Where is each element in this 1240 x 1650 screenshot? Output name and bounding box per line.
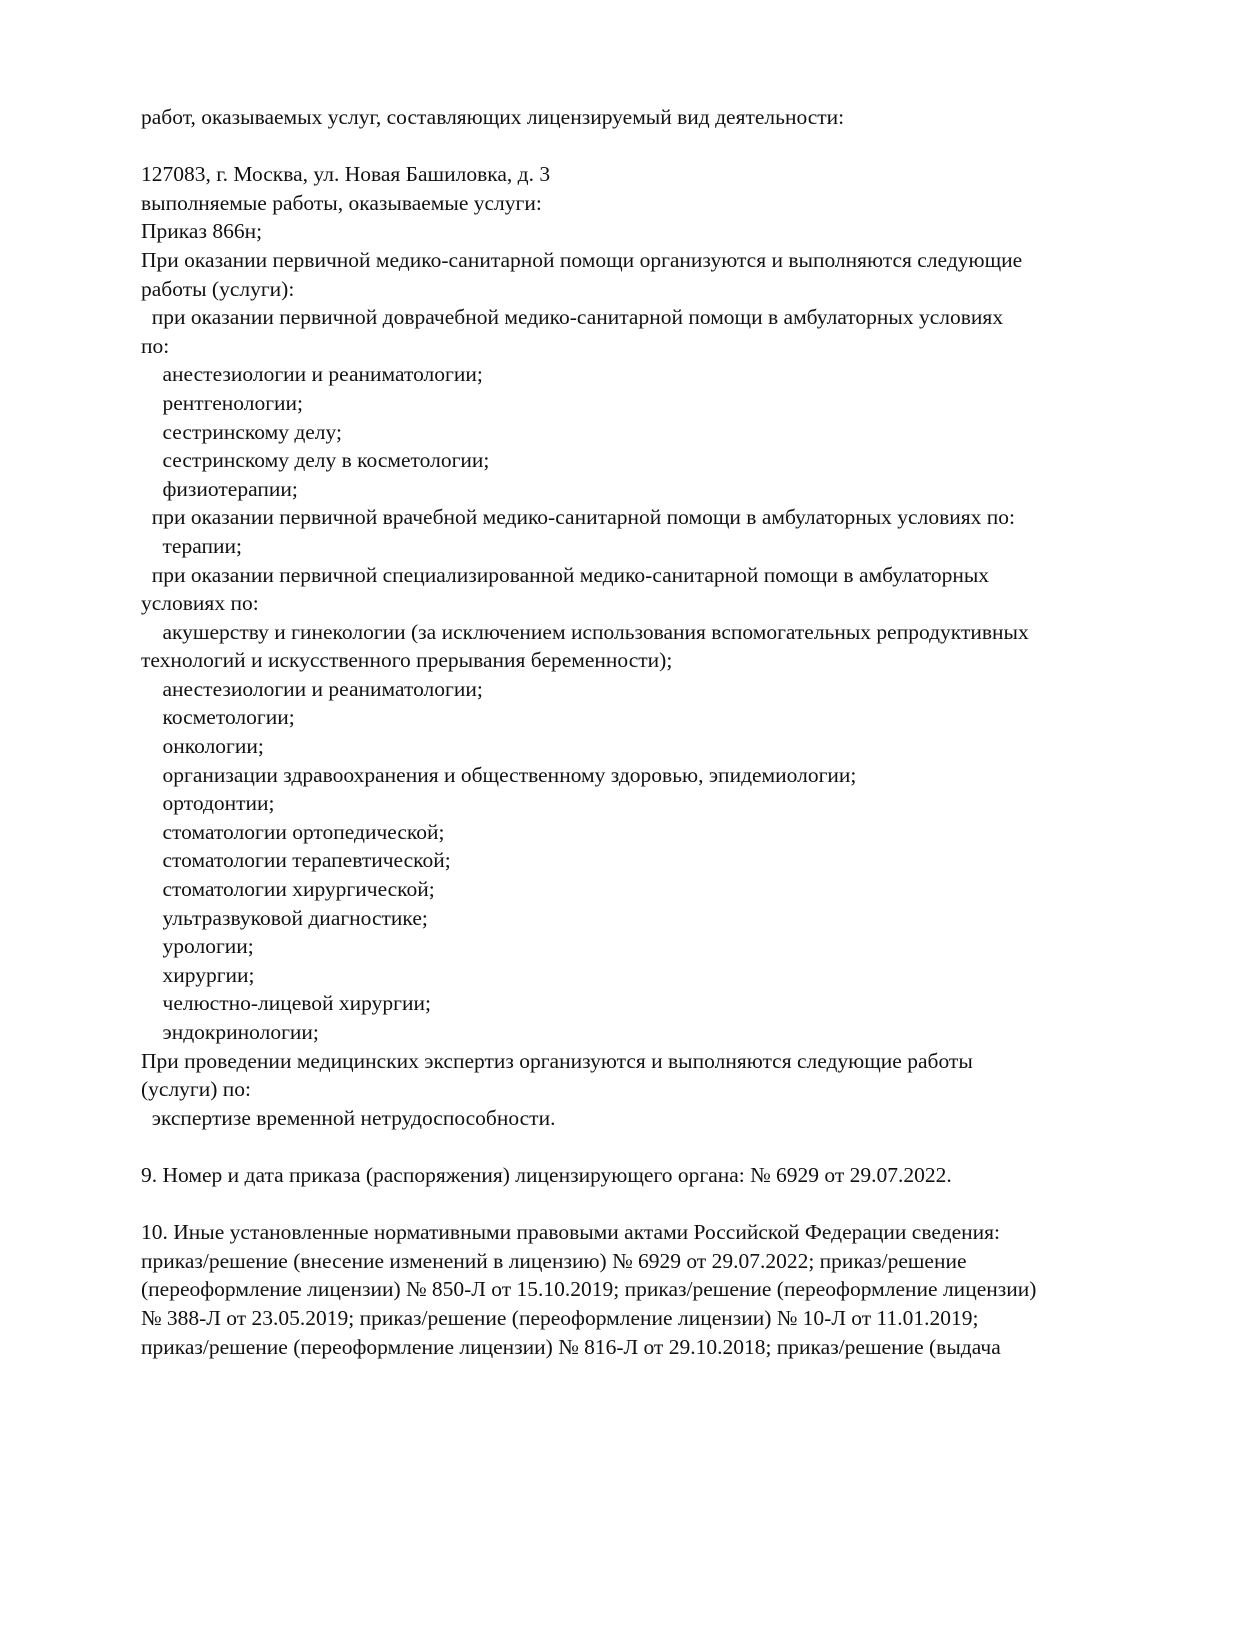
- pre-medical-heading: при оказании первичной доврачебной медико-санитарной помощи в амбулаторных условиях: [141, 305, 1004, 330]
- list-item: анестезиологии и реаниматологии;: [141, 676, 483, 701]
- list-item: ультразвуковой диагностике;: [141, 905, 428, 930]
- list-item: онкологии;: [141, 734, 264, 759]
- list-item: технологий и искусственного прерывания беременности);: [141, 648, 673, 673]
- list-item: физиотерапии;: [141, 476, 298, 501]
- list-item: стоматологии терапевтической;: [141, 848, 451, 873]
- list-item: сестринскому делу;: [141, 419, 342, 444]
- primary-care-intro-line: работы (услуги):: [141, 276, 295, 301]
- list-item: ортодонтии;: [141, 791, 275, 816]
- list-item: косметологии;: [141, 705, 295, 730]
- list-item: экспертизе временной нетрудоспособности.: [141, 1105, 556, 1130]
- specialized-heading: условиях по:: [141, 591, 259, 616]
- section-10-line: 10. Иные установленные нормативными правовыми актами Российской Федерации сведения:: [141, 1220, 1000, 1245]
- list-item: хирургии;: [141, 962, 255, 987]
- expertise-heading: При проведении медицинских экспертиз организуются и выполняются следующие работы: [141, 1048, 973, 1073]
- list-item: терапии;: [141, 533, 242, 558]
- list-item: рентгенологии;: [141, 390, 304, 415]
- section-10-line: приказ/решение (переоформление лицензии) № 816-Л от 29.10.2018; приказ/решение (выдача: [141, 1334, 1001, 1359]
- list-item: организации здравоохранения и общественному здоровью, эпидемиологии;: [141, 762, 857, 787]
- list-item: стоматологии хирургической;: [141, 877, 435, 902]
- section-10-line: (переоформление лицензии) № 850-Л от 15.10.2019; приказ/решение (переоформление лицензии): [141, 1277, 1037, 1302]
- blank-line: [141, 1132, 1141, 1161]
- specialized-heading: при оказании первичной специализированной медико-санитарной помощи в амбулаторных: [141, 562, 990, 587]
- pre-medical-heading: по:: [141, 333, 170, 358]
- list-item: урологии;: [141, 934, 254, 959]
- list-item: челюстно-лицевой хирургии;: [141, 991, 431, 1016]
- blank-line: [141, 1190, 1141, 1219]
- works-heading: выполняемые работы, оказываемые услуги:: [141, 190, 542, 215]
- primary-care-intro-line: При оказании первичной медико-санитарной помощи организуются и выполняются следующие: [141, 247, 1023, 272]
- list-item: акушерству и гинекологии (за исключением использования вспомогательных репродуктивных: [141, 619, 1029, 644]
- order-reference: Приказ 866н;: [141, 219, 263, 244]
- document-body: [141, 103, 1141, 1361]
- medical-heading: при оказании первичной врачебной медико-санитарной помощи в амбулаторных условиях по:: [141, 505, 1015, 530]
- address-line: 127083, г. Москва, ул. Новая Башиловка, д. 3: [141, 162, 551, 187]
- list-item: стоматологии ортопедической;: [141, 819, 445, 844]
- expertise-heading: (услуги) по:: [141, 1077, 252, 1102]
- list-item: сестринскому делу в косметологии;: [141, 448, 490, 473]
- section-10-line: № 388-Л от 23.05.2019; приказ/решение (переоформление лицензии) № 10-Л от 11.01.2019;: [141, 1305, 979, 1330]
- list-item: эндокринологии;: [141, 1020, 319, 1044]
- blank-line: [141, 132, 1141, 161]
- section-9: 9. Номер и дата приказа (распоряжения) лицензирующего органа: № 6929 от 29.07.2022.: [141, 1162, 952, 1187]
- intro-line: работ, оказываемых услуг, составляющих лицензируемый вид деятельности:: [141, 105, 845, 129]
- list-item: анестезиологии и реаниматологии;: [141, 362, 483, 387]
- section-10-line: приказ/решение (внесение изменений в лицензию) № 6929 от 29.07.2022; приказ/решение: [141, 1248, 967, 1273]
